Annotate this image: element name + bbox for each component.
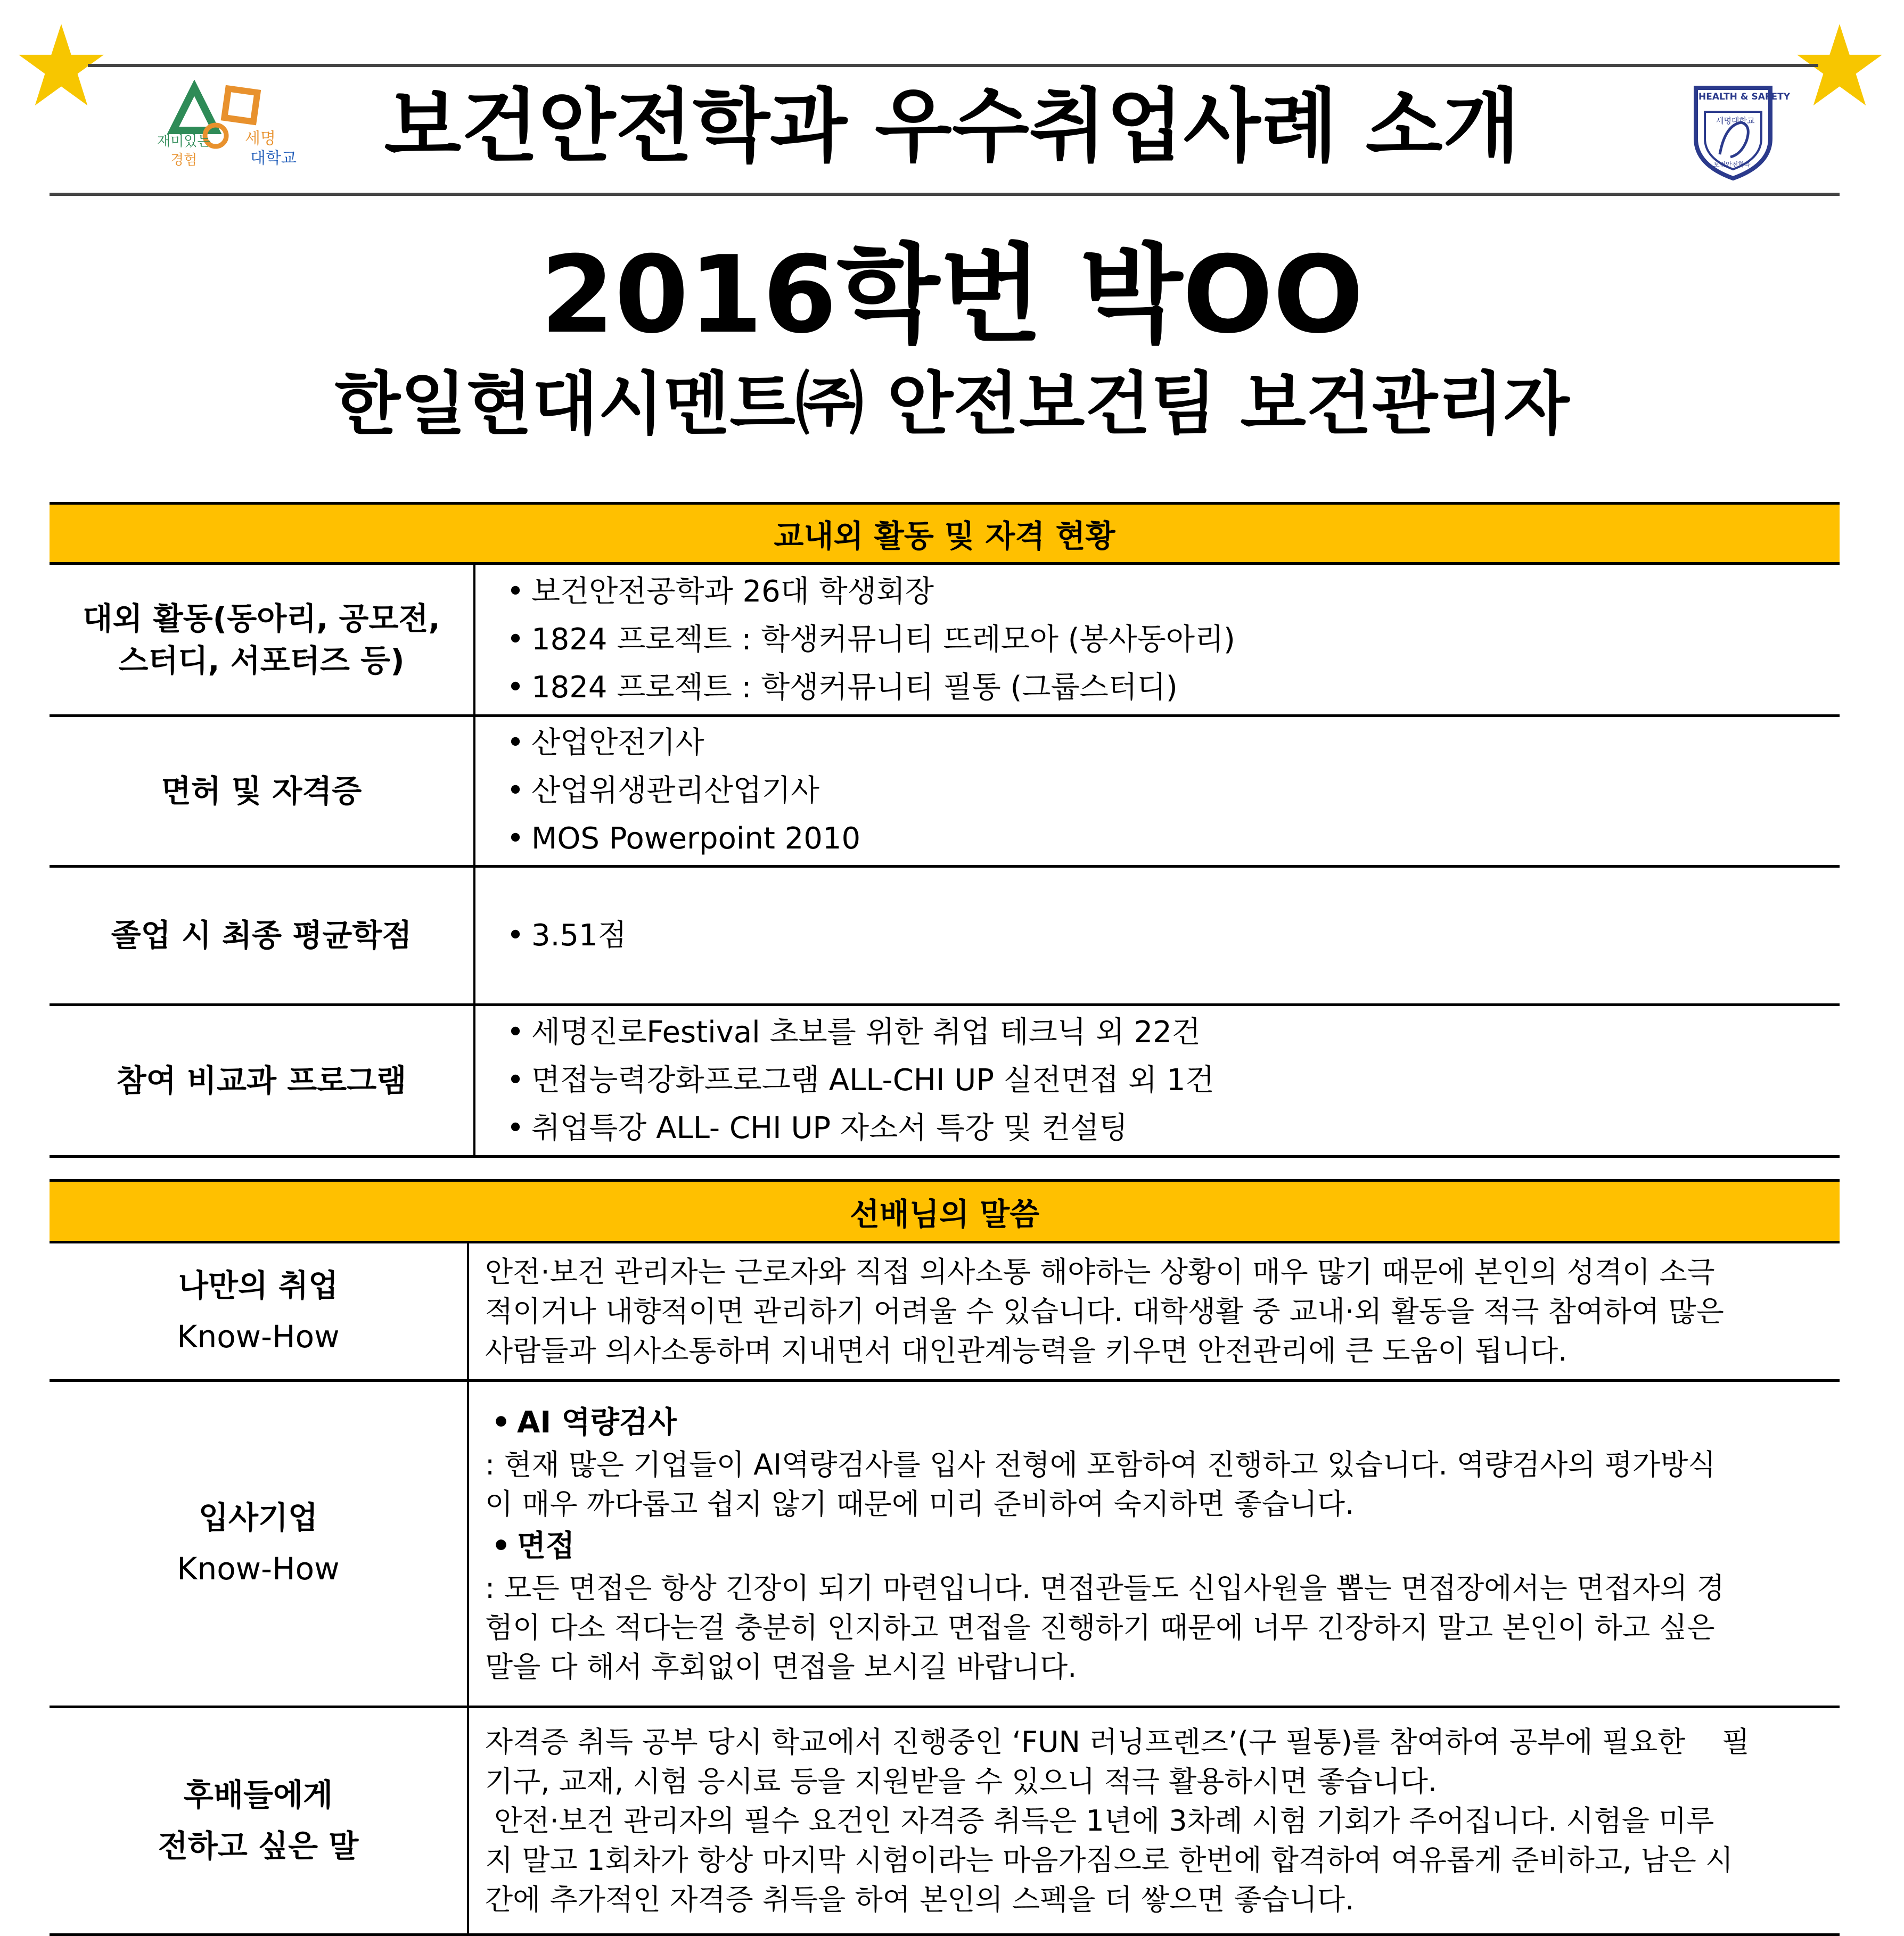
logo-text-4: 대학교 bbox=[250, 149, 297, 168]
row-label: 졸업 시 최종 평균학점 bbox=[50, 868, 475, 1003]
list-item: • 취업특강 ALL- CHI UP 자소서 특강 및 컨설팅 bbox=[506, 1111, 1128, 1146]
row-label: 참여 비교과 프로그램 bbox=[50, 1006, 475, 1155]
row-label: 나만의 취업 Know-How bbox=[50, 1243, 469, 1379]
row-content bbox=[475, 1006, 1840, 1155]
block-heading: • AI 역량검사 bbox=[491, 1405, 677, 1440]
list-item: • 세명진로Festival 초보를 위한 취업 테크닉 외 22건 bbox=[506, 1015, 1201, 1050]
row-content bbox=[475, 868, 1840, 1003]
row-content bbox=[475, 565, 1840, 714]
list-item: • 3.51점 bbox=[506, 918, 627, 953]
logo-text-2: 경험 bbox=[170, 152, 198, 168]
list-item: • 산업안전기사 bbox=[506, 726, 704, 760]
list-item: • 보건안전공학과 26대 학생회장 bbox=[506, 574, 934, 609]
list-item: • MOS Powerpoint 2010 bbox=[506, 821, 861, 856]
row-label: 대외 활동(동아리, 공모전, 스터디, 서포터즈 등) bbox=[50, 565, 475, 714]
student-year-name: 2016학번 박OO bbox=[540, 233, 1364, 357]
list-item: • 면접능력강화프로그램 ALL-CHI UP 실전면접 외 1건 bbox=[506, 1063, 1214, 1098]
section1-row-gpa bbox=[50, 868, 1840, 1006]
block-heading: • 면접 bbox=[491, 1529, 575, 1563]
page-title: 보건안전학과 우수취업사례 소개 bbox=[384, 80, 1520, 173]
section1-title: 교내외 활동 및 자격 현황 bbox=[50, 502, 1840, 565]
row-label: 후배들에게 전하고 싶은 말 bbox=[50, 1708, 469, 1933]
row-label: 면허 및 자격증 bbox=[50, 717, 475, 865]
header-bottom-line bbox=[50, 193, 1840, 196]
row-label: 입사기업 Know-How bbox=[50, 1382, 469, 1706]
section1-row-programs bbox=[50, 1006, 1840, 1158]
row-content: 안전·보건 관리자는 근로자와 직접 의사소통 해야하는 상황이 매우 많기 때문에 본인의 성격이 소극 적이거나 내향적이면 관리하기 어려울 수 있습니다. 대학생활 중 교내·외 활동을 적극 참여하여 많은 사람들과 의사소통하며 지내면서 대인관계능력을 키우면 안전관리에 큰 도움이 됩니다. bbox=[485, 1255, 1724, 1367]
section1-row-licenses bbox=[50, 717, 1840, 868]
emblem-text-bottom: 보건안전학과 bbox=[1713, 161, 1751, 168]
header-top-line bbox=[88, 64, 1818, 67]
list-item: • 산업위생관리산업기사 bbox=[506, 773, 819, 808]
logo-text-1: 재미있는 bbox=[157, 134, 211, 150]
section2-row-company bbox=[50, 1382, 1840, 1708]
row-content: 자격증 취득 공부 당시 학교에서 진행중인 ‘FUN 러닝프렌즈’(구 필통)를 참여하여 공부에 필요한 필 기구, 교재, 시험 응시료 등을 지원받을 수 있으니 적극 활용하시면 좋습니다. 안전·보건 관리자의 필수 요건인 자격증 취득은 1년에 3차례 시험 기회가 주어집니다. 시험을 미루 지 말고 1회차가 항상 마지막 시험이라는 마음가짐으로 한번에 합격하여 여유롭게 준비하고, 남은 시 간에 추가적인 자격증 취득을 하여 본인의 스펙을 더 쌓으면 좋습니다. bbox=[485, 1725, 1750, 1916]
section2-row-knowhow bbox=[50, 1243, 1840, 1382]
emblem-text-top: HEALTH & SAFETY bbox=[1698, 92, 1791, 102]
logo-text-3: 세명 bbox=[245, 129, 276, 148]
section2-title: 선배님의 말씀 bbox=[50, 1179, 1840, 1243]
section1-row-activities bbox=[50, 565, 1840, 717]
row-content: • AI 역량검사 : 현재 많은 기업들이 AI역량검사를 입사 전형에 포함하여 진행하고 있습니다. 역량검사의 평가방식 이 매우 까다롭고 쉽지 않기 때문에 미리 준비하여 숙지하면 좋습니다. • 면접 : 모든 면접은 항상 긴장이 되기 마련입니다. 면접관들도 신입사원을 뽑는 면접장에서는 면접자의 경 험이 다소 적다는걸 충분히 인지하고 면접을 진행하기 때문에 너무 긴장하지 말고 본인이 하고 싶은 말을 다 해서 후회없이 면접을 보시길 바랍니다. bbox=[469, 1382, 1840, 1706]
list-item: • 1824 프로젝트 : 학생커뮤니티 필통 (그룹스터디) bbox=[506, 670, 1178, 705]
row-content bbox=[475, 717, 1840, 865]
list-item: • 1824 프로젝트 : 학생커뮤니티 뜨레모아 (봉사동아리) bbox=[506, 622, 1235, 657]
section2-row-advice bbox=[50, 1708, 1840, 1936]
student-position: 한일현대시멘트㈜ 안전보건팀 보건관리자 bbox=[334, 365, 1570, 444]
emblem-text-mid: 세명대학교 bbox=[1716, 116, 1755, 126]
